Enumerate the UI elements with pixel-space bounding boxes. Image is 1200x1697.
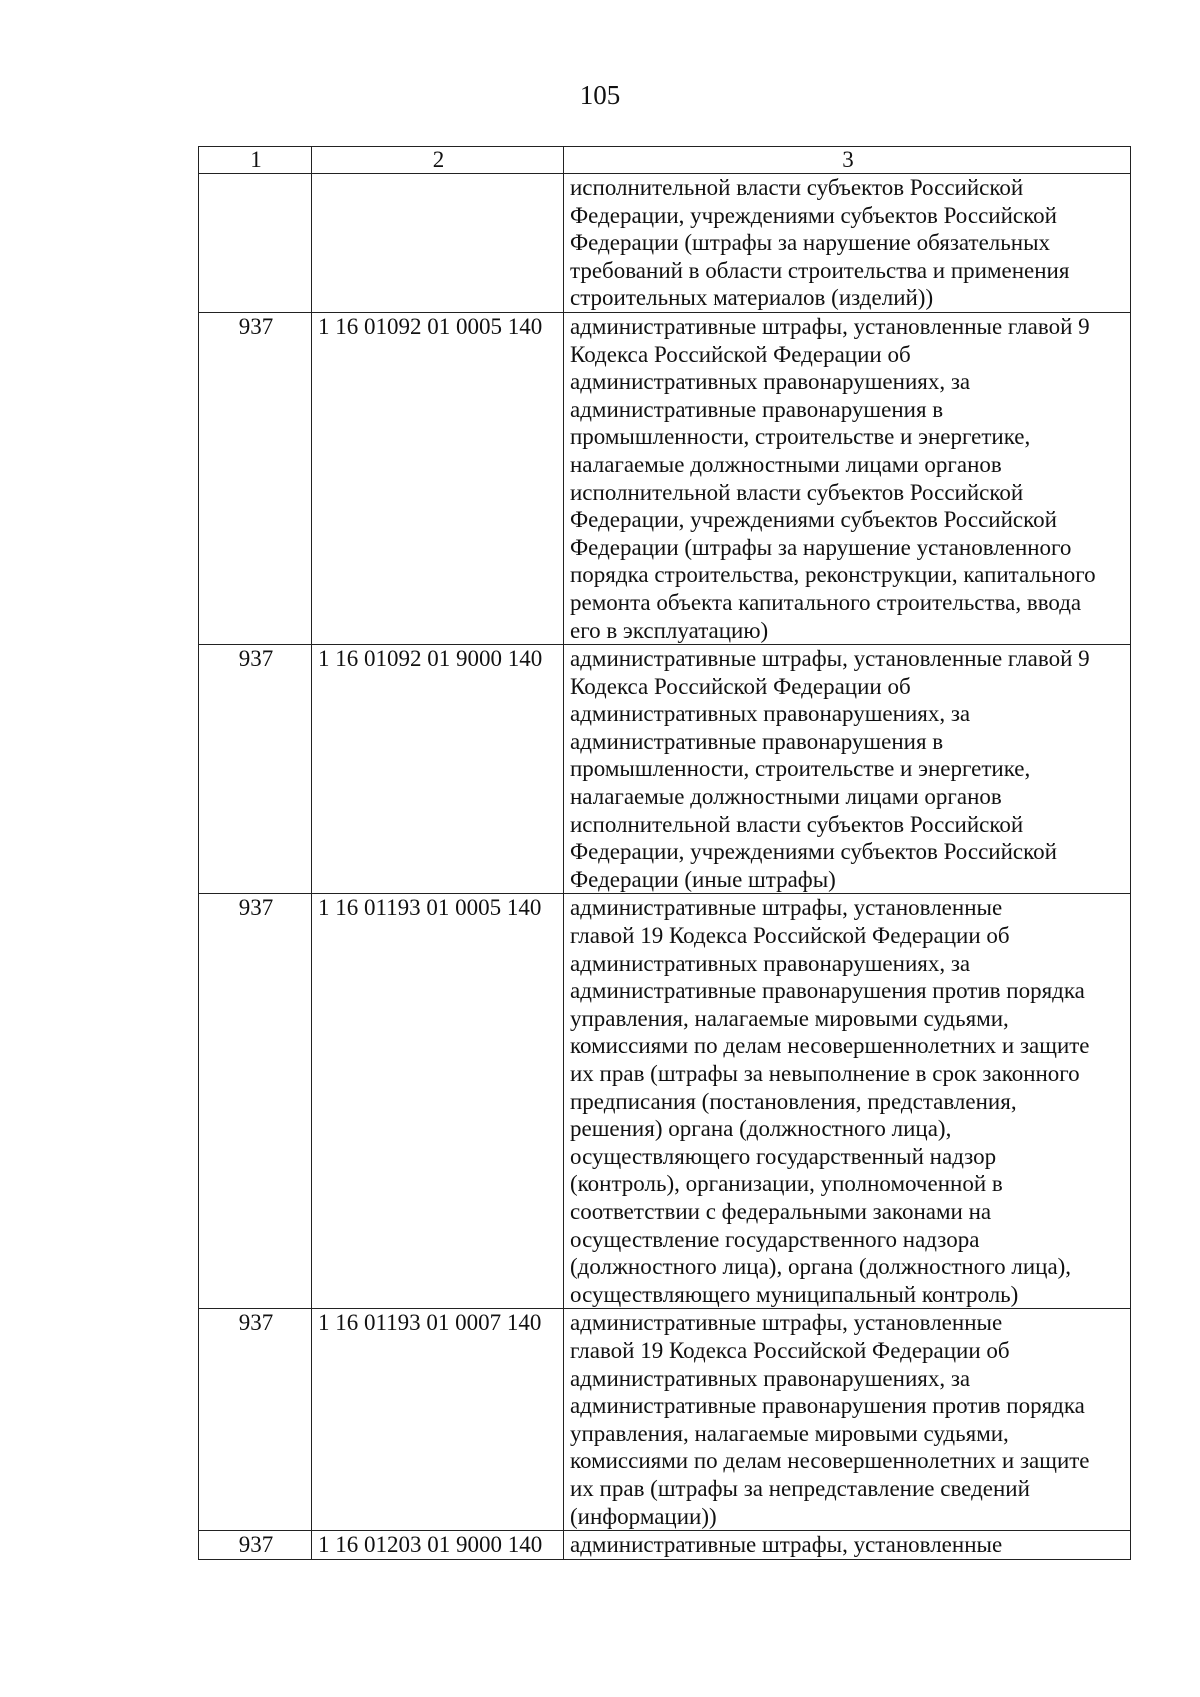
description-cell: административные штрафы, установленные главой 9 Кодекса Российской Федерации об административных правонарушениях, за административные правонарушения в промышленности, строительстве и энергетике, налагаемые должностными лицами органов исполнительной власти субъектов Российской Федерации, учреждениями субъектов Российской Федерации (иные штрафы)	[564, 645, 1131, 894]
table-row	[199, 1531, 1131, 1560]
description-cell: административные штрафы, установленные	[564, 1531, 1131, 1560]
budget-code-cell: 1 16 01092 01 9000 140	[312, 645, 564, 894]
budget-code-cell	[312, 174, 564, 313]
description-cell: административные штрафы, установленные главой 19 Кодекса Российской Федерации об административных правонарушениях, за административные правонарушения против порядка управления, налагаемые мировыми судьями, комиссиями по делам несовершеннолетних и защите их прав (штрафы за невыполнение в срок законного предписания (постановления, представления, решения) органа (должностного лица), осуществляющего государственный надзор (контроль), организации, уполномоченной в соответствии с федеральными законами на осуществление государственного надзора (должностного лица), органа (должностного лица), осуществляющего муниципальный контроль)	[564, 894, 1131, 1309]
admin-code-cell: 937	[199, 645, 312, 894]
table-row	[199, 312, 1131, 644]
column-header-2: 2	[312, 147, 564, 174]
budget-code-cell: 1 16 01203 01 9000 140	[312, 1531, 564, 1560]
table-row	[199, 894, 1131, 1309]
description-cell: административные штрафы, установленные главой 9 Кодекса Российской Федерации об административных правонарушениях, за административные правонарушения в промышленности, строительстве и энергетике, налагаемые должностными лицами органов исполнительной власти субъектов Российской Федерации, учреждениями субъектов Российской Федерации (штрафы за нарушение установленного порядка строительства, реконструкции, капитального ремонта объекта капитального строительства, ввода его в эксплуатацию)	[564, 312, 1131, 644]
table-row	[199, 645, 1131, 894]
budget-code-cell: 1 16 01193 01 0007 140	[312, 1309, 564, 1531]
description-cell: исполнительной власти субъектов Российской Федерации, учреждениями субъектов Российской Федерации (штрафы за нарушение обязательных требований в области строительства и применения строительных материалов (изделий))	[564, 174, 1131, 313]
admin-code-cell: 937	[199, 1309, 312, 1531]
description-cell: административные штрафы, установленные главой 19 Кодекса Российской Федерации об административных правонарушениях, за административные правонарушения против порядка управления, налагаемые мировыми судьями, комиссиями по делам несовершеннолетних и защите их прав (штрафы за непредставление сведений (информации))	[564, 1309, 1131, 1531]
admin-code-cell	[199, 174, 312, 313]
column-header-3: 3	[564, 147, 1131, 174]
page-number: 105	[579, 80, 621, 110]
budget-codes-table	[198, 146, 1131, 1560]
budget-code-cell: 1 16 01092 01 0005 140	[312, 312, 564, 644]
table-row	[199, 174, 1131, 313]
table-row	[199, 1309, 1131, 1531]
admin-code-cell: 937	[199, 1531, 312, 1560]
column-header-1: 1	[199, 147, 312, 174]
table-header-row	[199, 147, 1131, 174]
budget-code-cell: 1 16 01193 01 0005 140	[312, 894, 564, 1309]
admin-code-cell: 937	[199, 312, 312, 644]
admin-code-cell: 937	[199, 894, 312, 1309]
